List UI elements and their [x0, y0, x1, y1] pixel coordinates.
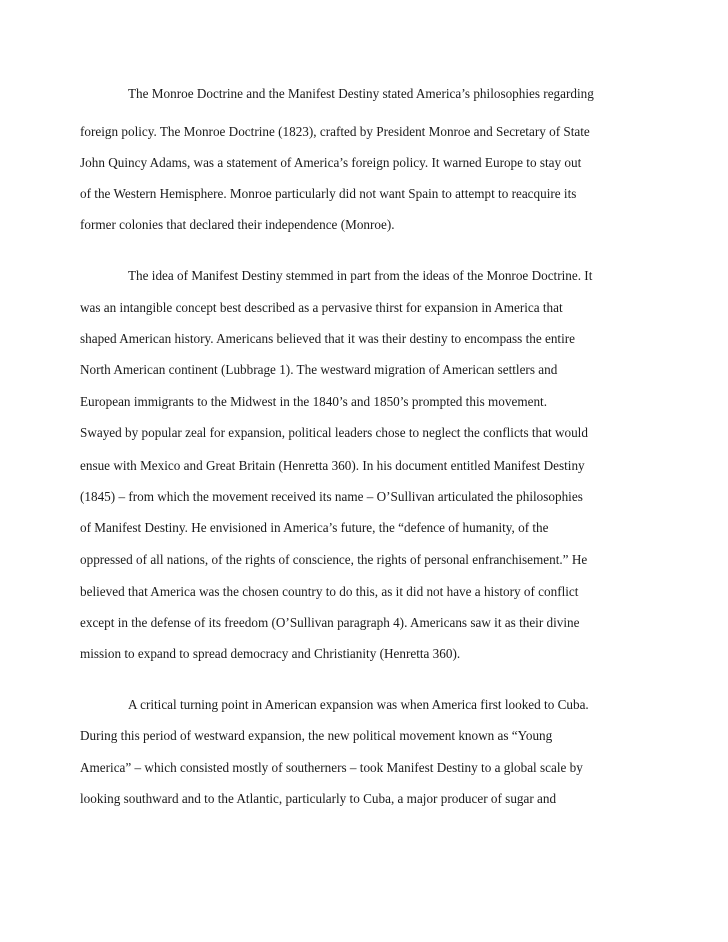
- paragraph-2-line-7: ensue with Mexico and Great Britain (Henretta 360). In his document entitled Manifest Destiny: [80, 458, 585, 473]
- paragraph-2-line-12: except in the defense of its freedom (O’Sullivan paragraph 4). Americans saw it as their divine: [80, 615, 580, 630]
- paragraph-1-line-5: former colonies that declared their independence (Monroe).: [80, 217, 395, 232]
- paragraph-1-line-2: foreign policy. The Monroe Doctrine (1823), crafted by President Monroe and Secretary of State: [80, 124, 590, 139]
- paragraph-3-line-4: looking southward and to the Atlantic, particularly to Cuba, a major producer of sugar and: [80, 791, 557, 806]
- paragraph-1-line-4: of the Western Hemisphere. Monroe particularly did not want Spain to attempt to reacquire its: [80, 186, 577, 201]
- paragraph-2-line-4: North American continent (Lubbrage 1). The westward migration of American settlers and: [80, 362, 558, 377]
- paragraph-1-line-3: John Quincy Adams, was a statement of America’s foreign policy. It warned Europe to stay out: [80, 155, 582, 170]
- paragraph-2-line-8: (1845) – from which the movement received its name – O’Sullivan articulated the philosophies: [80, 489, 583, 504]
- paragraph-2-line-9: of Manifest Destiny. He envisioned in America’s future, the “defence of humanity, of the: [80, 520, 549, 535]
- paragraph-3-line-3: America” – which consisted mostly of southerners – took Manifest Destiny to a global scale by: [80, 760, 583, 775]
- paragraph-1-line-1: The Monroe Doctrine and the Manifest Destiny stated America’s philosophies regarding: [128, 86, 594, 101]
- paragraph-2-line-1: The idea of Manifest Destiny stemmed in part from the ideas of the Monroe Doctrine. It: [128, 268, 593, 283]
- paragraph-3-line-2: During this period of westward expansion, the new political movement known as “Young: [80, 728, 553, 743]
- paragraph-2-line-6: Swayed by popular zeal for expansion, political leaders chose to neglect the conflicts that would: [80, 425, 588, 440]
- paragraph-2-line-3: shaped American history. Americans believed that it was their destiny to encompass the entire: [80, 331, 575, 346]
- paragraph-2-line-2: was an intangible concept best described as a pervasive thirst for expansion in America that: [80, 300, 563, 315]
- paragraph-2-line-5: European immigrants to the Midwest in the 1840’s and 1850’s prompted this movement.: [80, 394, 547, 409]
- paragraph-2-line-10: oppressed of all nations, of the rights of conscience, the rights of personal enfranchisement.” He: [80, 552, 588, 567]
- paragraph-2-line-11: believed that America was the chosen country to do this, as it did not have a history of conflict: [80, 584, 579, 599]
- paragraph-2-line-13: mission to expand to spread democracy and Christianity (Henretta 360).: [80, 646, 461, 661]
- paragraph-3-line-1: A critical turning point in American expansion was when America first looked to Cuba.: [128, 697, 589, 712]
